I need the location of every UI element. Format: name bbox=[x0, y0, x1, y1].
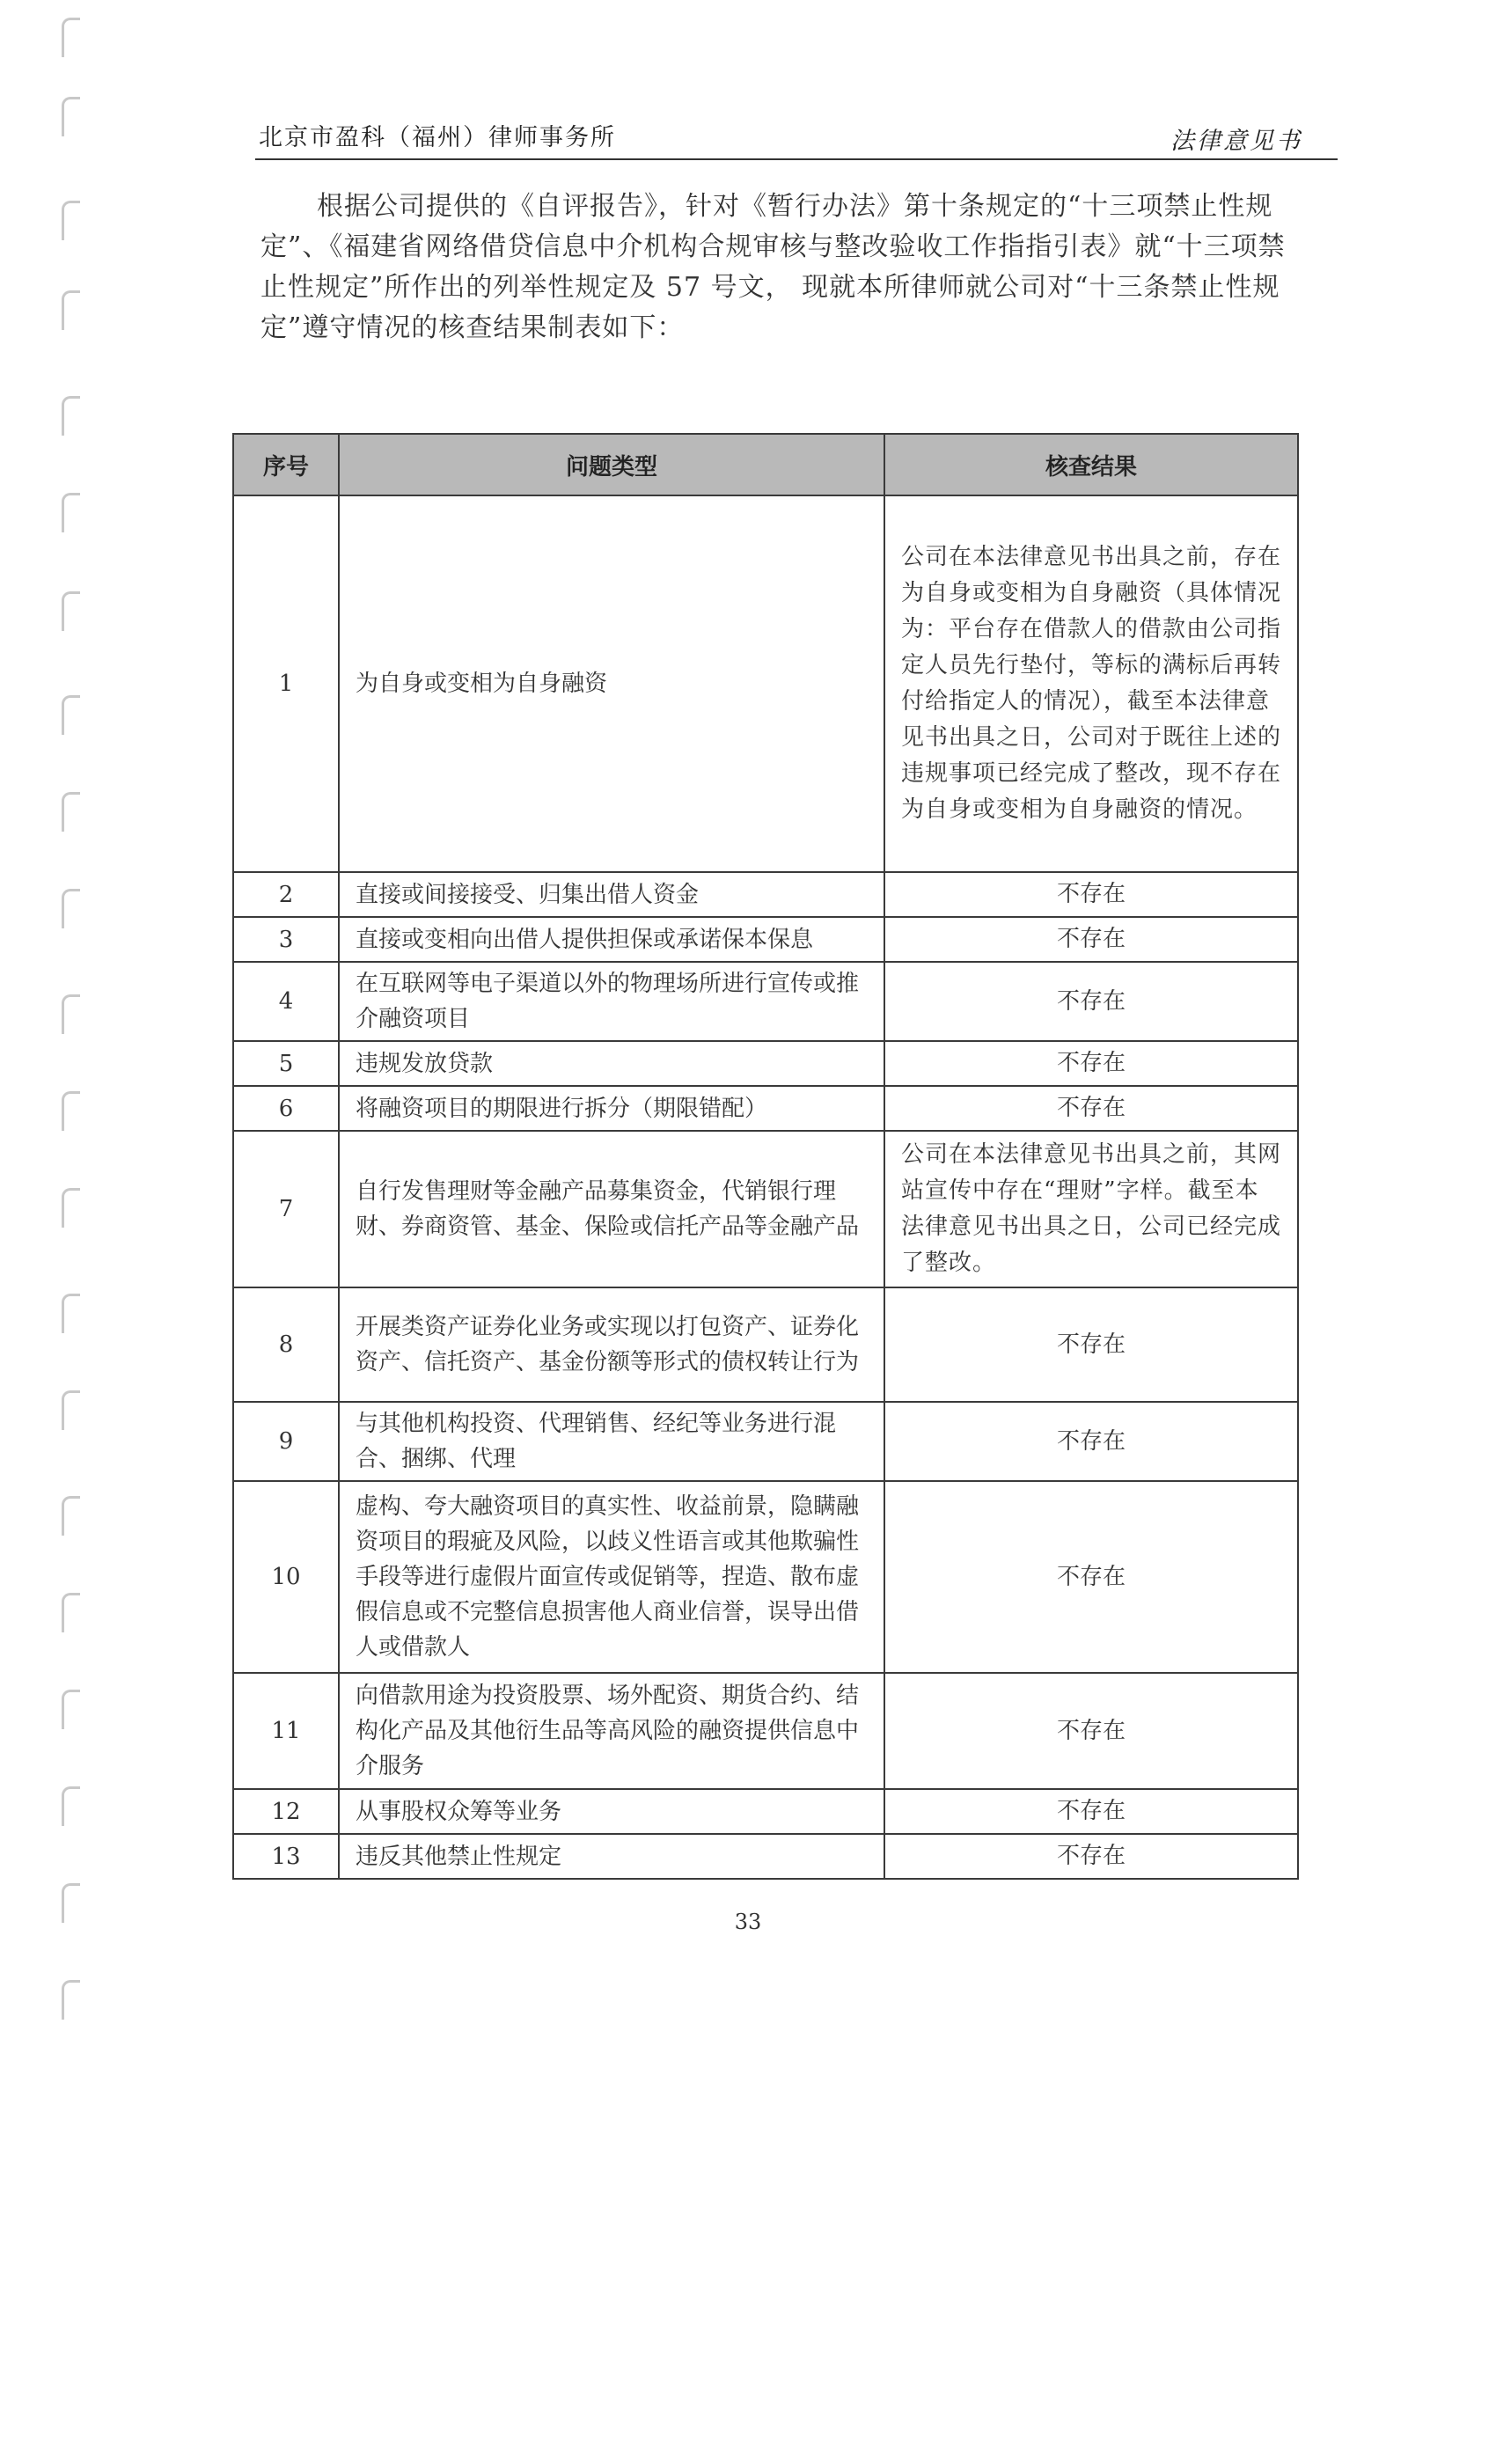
binding-hole-mark bbox=[62, 792, 80, 832]
row-issue-type: 为自身或变相为自身融资 bbox=[339, 495, 884, 872]
row-issue-type: 自行发售理财等金融产品募集资金，代销银行理财、券商资管、基金、保险或信托产品等金融产品 bbox=[339, 1131, 884, 1287]
row-number: 11 bbox=[233, 1673, 339, 1789]
row-issue-type: 违规发放贷款 bbox=[339, 1041, 884, 1086]
row-issue-type: 与其他机构投资、代理销售、经纪等业务进行混合、捆绑、代理 bbox=[339, 1402, 884, 1481]
table-row bbox=[233, 1402, 1298, 1481]
binding-hole-mark bbox=[62, 1690, 80, 1729]
page-number: 33 bbox=[734, 1910, 762, 1934]
row-issue-type: 向借款用途为投资股票、场外配资、期货合约、结构化产品及其他衍生品等高风险的融资提供信息中介服务 bbox=[339, 1673, 884, 1789]
column-header-issue-type: 问题类型 bbox=[339, 434, 884, 495]
binding-hole-mark bbox=[62, 201, 80, 240]
row-number: 3 bbox=[233, 917, 339, 962]
row-number: 9 bbox=[233, 1402, 339, 1481]
row-result: 不存在 bbox=[884, 1789, 1298, 1834]
row-result: 不存在 bbox=[884, 962, 1298, 1041]
binding-hole-mark bbox=[62, 1390, 80, 1430]
page-header bbox=[255, 113, 1338, 160]
binding-hole-mark bbox=[62, 695, 80, 735]
row-number: 1 bbox=[233, 495, 339, 872]
row-result: 公司在本法律意见书出具之前，其网站宣传中存在“理财”字样。截至本法律意见书出具之日，公司已经完成了整改。 bbox=[884, 1131, 1298, 1287]
table-row bbox=[233, 1041, 1298, 1086]
row-number: 13 bbox=[233, 1834, 339, 1879]
table-row bbox=[233, 1834, 1298, 1879]
row-number: 4 bbox=[233, 962, 339, 1041]
row-issue-type: 直接或变相向出借人提供担保或承诺保本保息 bbox=[339, 917, 884, 962]
table-row bbox=[233, 495, 1298, 872]
binding-hole-mark bbox=[62, 1786, 80, 1826]
row-result: 不存在 bbox=[884, 1402, 1298, 1481]
table-row bbox=[233, 1287, 1298, 1402]
table-header-row bbox=[233, 434, 1298, 495]
row-result: 不存在 bbox=[884, 1481, 1298, 1673]
law-firm-name: 北京市盈科（福州）律师事务所 bbox=[259, 124, 616, 151]
row-number: 6 bbox=[233, 1086, 339, 1131]
binding-hole-mark bbox=[62, 290, 80, 330]
binding-hole-mark bbox=[62, 1091, 80, 1131]
table-row bbox=[233, 962, 1298, 1041]
table-row bbox=[233, 872, 1298, 917]
row-result: 不存在 bbox=[884, 917, 1298, 962]
row-issue-type: 虚构、夸大融资项目的真实性、收益前景，隐瞒融资项目的瑕疵及风险，以歧义性语言或其他欺骗性手段等进行虚假片面宣传或促销等，捏造、散布虚假信息或不完整信息损害他人商业信誉，误导出借人或借款人 bbox=[339, 1481, 884, 1673]
binding-hole-mark bbox=[62, 1593, 80, 1632]
row-number: 10 bbox=[233, 1481, 339, 1673]
intro-paragraph: 根据公司提供的《自评报告》，针对《暂行办法》第十条规定的“十三项禁止性规定”、《福建省网络借贷信息中介机构合规审核与整改验收工作指指引表》就“十三项禁止性规定”所作出的列举性规定及 57 号文， 现就本所律师就公司对“十三条禁止性规定”遵守情况的核查结果制表如下： bbox=[260, 191, 1286, 343]
binding-hole-mark bbox=[62, 396, 80, 436]
row-issue-type: 从事股权众筹等业务 bbox=[339, 1789, 884, 1834]
row-result: 不存在 bbox=[884, 1086, 1298, 1131]
binding-hole-mark bbox=[62, 1980, 80, 2020]
table-row bbox=[233, 1789, 1298, 1834]
binding-hole-mark bbox=[62, 889, 80, 928]
row-number: 12 bbox=[233, 1789, 339, 1834]
column-header-result: 核查结果 bbox=[884, 434, 1298, 495]
row-result: 不存在 bbox=[884, 1673, 1298, 1789]
row-result: 不存在 bbox=[884, 1287, 1298, 1402]
compliance-table bbox=[232, 433, 1299, 1880]
binding-hole-mark bbox=[62, 1294, 80, 1333]
binding-hole-mark bbox=[62, 97, 80, 136]
table-row bbox=[233, 1086, 1298, 1131]
row-issue-type: 违反其他禁止性规定 bbox=[339, 1834, 884, 1879]
row-number: 8 bbox=[233, 1287, 339, 1402]
row-issue-type: 在互联网等电子渠道以外的物理场所进行宣传或推介融资项目 bbox=[339, 962, 884, 1041]
row-result: 公司在本法律意见书出具之前，存在为自身或变相为自身融资（具体情况为：平台存在借款人的借款由公司指定人员先行垫付，等标的满标后再转付给指定人的情况），截至本法律意见书出具之日，公司对于既往上述的违规事项已经完成了整改，现不存在为自身或变相为自身融资的情况。 bbox=[884, 495, 1298, 872]
table-row bbox=[233, 1673, 1298, 1789]
row-result: 不存在 bbox=[884, 872, 1298, 917]
binding-hole-mark bbox=[62, 591, 80, 631]
binding-hole-mark bbox=[62, 994, 80, 1034]
binding-hole-mark bbox=[62, 493, 80, 532]
row-number: 7 bbox=[233, 1131, 339, 1287]
row-issue-type: 将融资项目的期限进行拆分（期限错配） bbox=[339, 1086, 884, 1131]
row-issue-type: 直接或间接接受、归集出借人资金 bbox=[339, 872, 884, 917]
document-type: 法律意见书 bbox=[1170, 128, 1302, 155]
table-row bbox=[233, 1131, 1298, 1287]
binding-hole-mark bbox=[62, 1188, 80, 1228]
row-result: 不存在 bbox=[884, 1041, 1298, 1086]
table-row bbox=[233, 917, 1298, 962]
row-number: 2 bbox=[233, 872, 339, 917]
binding-hole-mark bbox=[62, 1496, 80, 1536]
binding-hole-mark bbox=[62, 18, 80, 57]
table-row bbox=[233, 1481, 1298, 1673]
row-number: 5 bbox=[233, 1041, 339, 1086]
column-header-number: 序号 bbox=[233, 434, 339, 495]
row-result: 不存在 bbox=[884, 1834, 1298, 1879]
binding-holes bbox=[55, 0, 90, 2112]
row-issue-type: 开展类资产证券化业务或实现以打包资产、证券化资产、信托资产、基金份额等形式的债权转让行为 bbox=[339, 1287, 884, 1402]
